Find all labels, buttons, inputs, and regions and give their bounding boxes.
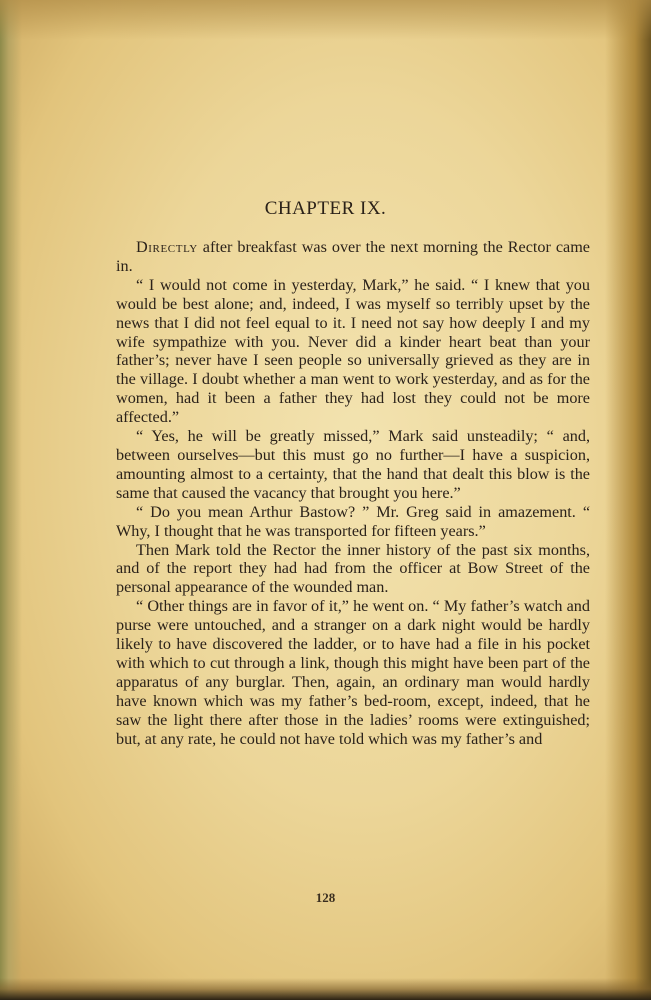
page-edge-bottom [0, 978, 651, 1000]
page-edge-top [0, 0, 651, 40]
chapter-title: CHAPTER IX. [264, 198, 387, 219]
paragraph: “ Do you mean Arthur Bastow? ” Mr. Greg said in amazement. “ Why, I thought that he was transported for fifteen years.” [116, 502, 590, 540]
page-edge-left [0, 0, 22, 1000]
paragraph: “ Other things are in favor of it,” he went on. “ My father’s watch and purse were untouched, and a stranger on a dark night would be hardly likely to have discovered the ladder, or to have had a file in his pocket with which to cut through a link, though this might have been part of the apparatus of any burglar. Then, again, an ordinary man would hardly have known which was my father’s bed-room, except, indeed, that he saw the light there after those in the ladies’ rooms were extinguished; but, at any rate, he could not have told which was my father’s and [116, 597, 590, 748]
paragraph [116, 238, 590, 276]
paragraph: “ I would not come in yesterday, Mark,” he said. “ I knew that you would be best alone; and, indeed, I was myself so terribly upset by the news that I did not feel equal to it. I need not say how deeply I and my wife sympathize with you. Never did a kinder heart beat than your father’s; never have I seen people so universally grieved as they are in the village. I doubt whether a man went to work yesterday, and as for the women, had it been a father they had lost they could not be more affected.” [116, 275, 590, 427]
paragraph: Then Mark told the Rector the inner history of the past six months, and of the report they had had from the officer at Bow Street of the personal appearance of the wounded man. [116, 540, 590, 597]
paragraph-text: after breakfast was over the next morning the Rector came in. [116, 238, 590, 275]
page-edge-right [605, 0, 651, 1000]
paragraph: “ Yes, he will be greatly missed,” Mark said unsteadily; “ and, between ourselves—but this must go no further—I have a suspicion, amounting almost to a certainty, that the hand that dealt this blow is the same that caused the vacancy that brought you here.” [116, 427, 590, 502]
lead-word: Directly [136, 238, 198, 256]
body-text [116, 238, 590, 748]
page-number: 128 [315, 890, 336, 905]
